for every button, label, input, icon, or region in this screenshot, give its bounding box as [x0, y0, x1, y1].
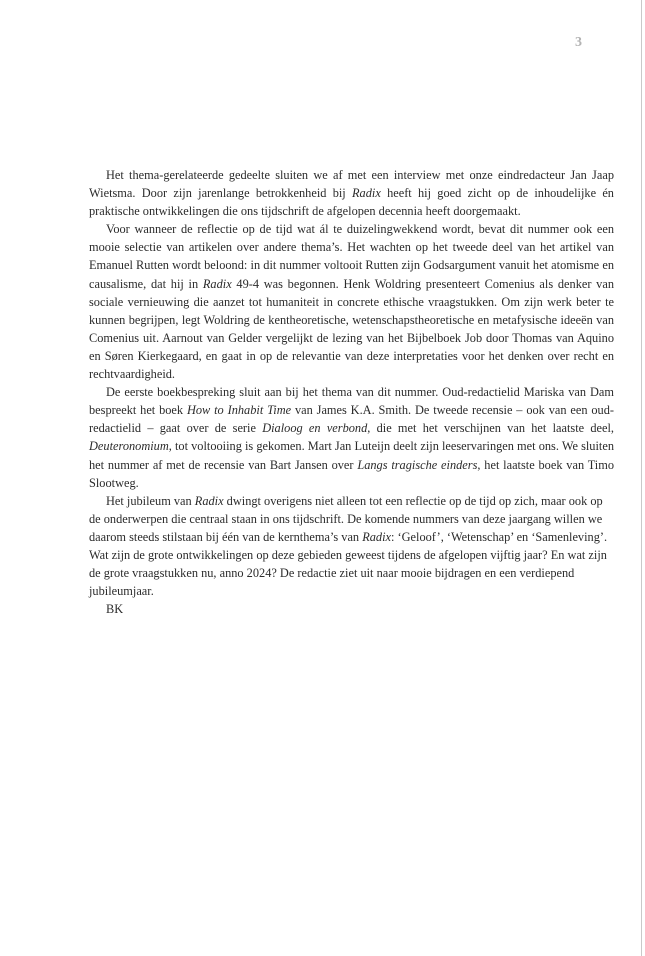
italic-title: Langs tragische einders [357, 457, 478, 472]
text-run: , tot voltooiing is gekomen. Mart Jan Luteijn deelt zijn leeservaringen met ons. We sluiten het nummer af met de recensie van Bart Jansen over [89, 439, 614, 472]
paragraph-jubilee [89, 492, 614, 601]
paragraph-book-reviews [89, 383, 614, 492]
italic-title: Radix [202, 276, 232, 291]
text-run: Voor wanneer de reflectie op de tijd wat ál te duizelingwekkend wordt, bevat dit nummer ook een mooie selectie van artikelen over andere thema’s. Het wachten op het tweede deel van het artikel van Emanuel Rutten wordt beloond: in dit nummer voltooit Rutten zijn Godsargument vanuit het atomisme en causalisme, dat hij in [89, 222, 614, 291]
paragraph-other-articles [89, 220, 614, 383]
author-signature: BK [106, 602, 124, 617]
paragraph-interview [89, 166, 614, 220]
text-run: , die met het verschijnen van het laatste deel, [367, 421, 614, 436]
text-run: , het laatste boek van Timo Slootweg. [89, 457, 615, 490]
italic-title: Dialoog en verbond [262, 421, 368, 436]
text-run: Het thema-gerelateerde gedeelte sluiten we af met een interview met onze eindredacteur Jan Jaap Wietsma. Door zijn jarenlange betrokkenheid bij [89, 168, 614, 201]
article-body [89, 166, 614, 618]
text-run: De eerste boekbespreking sluit aan bij het thema van dit nummer. Oud-redactielid Mariska van Dam bespreekt het boek [89, 385, 614, 418]
text-run: Het jubileum van [106, 493, 195, 508]
italic-title: Radix [352, 186, 381, 201]
text-run: van James K.A. Smith. De tweede recensie – ook van een oud-redactielid – gaat over de serie [89, 403, 614, 436]
italic-title: Radix [194, 493, 224, 508]
page-edge [641, 0, 642, 956]
italic-title: Radix [362, 529, 391, 544]
text-run: 49-4 was begonnen. Henk Woldring presenteert Comenius als denker van sociale vernieuwing die aanzet tot humaniteit in concrete ethische vraagstukken. Om zijn werk beter te kunnen begrijpen, legt Woldring de kentheoretische, wetenschapstheoretische en metafysische ideeën van Comenius uit. Aarnout van Gelder vergelijkt de lezing van het Bijbelboek Job door Thomas van Aquino en Søren Kierkegaard, en gaat in op de relevantie van deze interpretaties voor het denken over recht en rechtvaardigheid. [89, 276, 615, 382]
page-number: 3 [575, 35, 582, 50]
text-run: heeft hij goed zicht op de inhoudelijke én praktische ontwikkelingen die ons tijdschrift de afgelopen decennia heeft doorgemaakt. [89, 186, 614, 219]
italic-title: How to Inhabit Time [186, 403, 292, 418]
text-run: : ‘Geloof’, ‘Wetenschap’ en ‘Samenleving’. Wat zijn de grote ontwikkelingen op deze gebieden geweest tijdens de afgelopen vijftig jaar? En wat zijn de grote vraagstukken nu, anno 2024? De redactie ziet uit naar mooie bijdragen en een verdiepend jubileumjaar. [89, 529, 608, 599]
text-run: dwingt overigens niet alleen tot een reflectie op de tijd op zich, maar ook op de onderwerpen die centraal staan in ons tijdschrift. De komende nummers van deze jaargang willen we daarom steeds stilstaan bij één van de kernthema’s van [89, 493, 603, 544]
italic-title: Deuteronomium [89, 439, 169, 454]
